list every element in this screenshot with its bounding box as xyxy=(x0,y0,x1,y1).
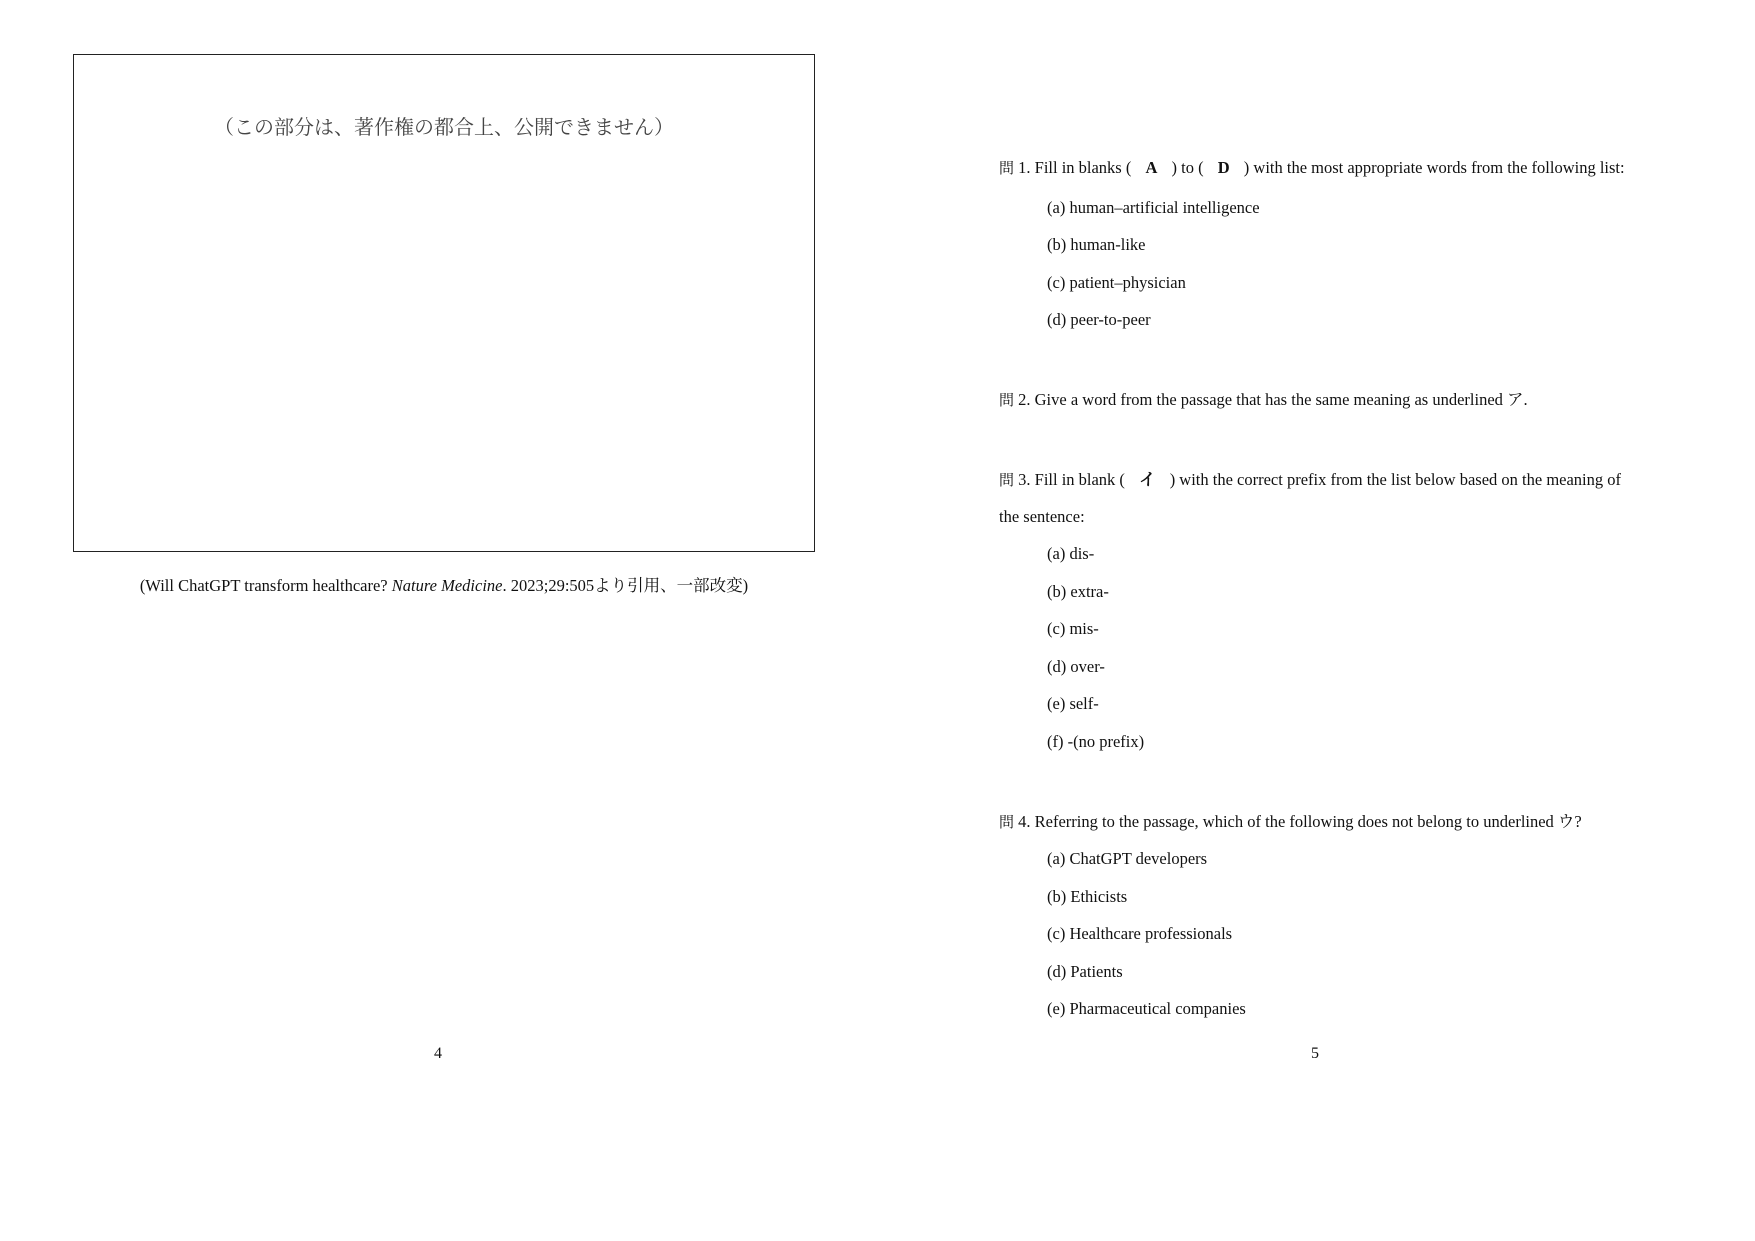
right-page xyxy=(877,0,1755,1241)
q3-option: (c) mis- xyxy=(1047,619,1099,638)
q1-option: (d) peer-to-peer xyxy=(1047,310,1151,329)
blank-d: D xyxy=(1217,158,1230,177)
citation-journal: Nature Medicine xyxy=(391,576,503,595)
q3-option: (b) extra- xyxy=(1047,582,1109,601)
q4-option: (d) Patients xyxy=(1047,962,1123,981)
redacted-notice: （この部分は、著作権の都合上、公開できません） xyxy=(214,115,674,139)
blank-i: イ xyxy=(1139,470,1156,489)
q4-option: (a) ChatGPT developers xyxy=(1047,849,1208,868)
redacted-content-box xyxy=(73,54,815,552)
q4-option: (b) Ethicists xyxy=(1047,887,1128,906)
q4-option: (c) Healthcare professionals xyxy=(1047,924,1233,943)
question-mark: 問 xyxy=(999,391,1015,409)
page-number-left: 4 xyxy=(434,1045,442,1062)
blank-a: A xyxy=(1145,158,1158,177)
citation-suffix: . 2023;29:505より引用、一部改変) xyxy=(502,576,749,595)
question-mark: 問 xyxy=(999,813,1015,831)
figure-citation xyxy=(73,572,815,596)
question-4: 問 4. Referring to the passage, which of the following does not belong to underlined ウ? xyxy=(999,812,1582,831)
question-1: 問 1. Fill in blanks ( A ) to ( D ) with the most appropriate words from the following list: xyxy=(999,158,1625,177)
page-number-right: 5 xyxy=(1311,1045,1319,1062)
question-3-continuation: the sentence: xyxy=(999,507,1085,526)
q4-option: (e) Pharmaceutical companies xyxy=(1047,999,1246,1018)
q3-option: (f) -(no prefix) xyxy=(1047,732,1145,751)
q3-option: (a) dis- xyxy=(1047,544,1095,563)
citation-prefix: (Will ChatGPT transform healthcare? xyxy=(139,576,392,595)
question-mark: 問 xyxy=(999,471,1015,489)
question-3: 問 3. Fill in blank ( イ ) with the correct prefix from the list below based on the meaning of xyxy=(999,470,1622,489)
question-mark: 問 xyxy=(999,159,1015,177)
q1-option: (b) human-like xyxy=(1047,235,1146,254)
q1-option: (c) patient–physician xyxy=(1047,273,1186,292)
q3-option: (e) self- xyxy=(1047,694,1099,713)
left-page xyxy=(0,0,877,1241)
q1-option: (a) human–artificial intelligence xyxy=(1047,198,1260,217)
question-2: 問 2. Give a word from the passage that has the same meaning as underlined ア. xyxy=(999,390,1528,409)
q3-option: (d) over- xyxy=(1047,657,1105,676)
